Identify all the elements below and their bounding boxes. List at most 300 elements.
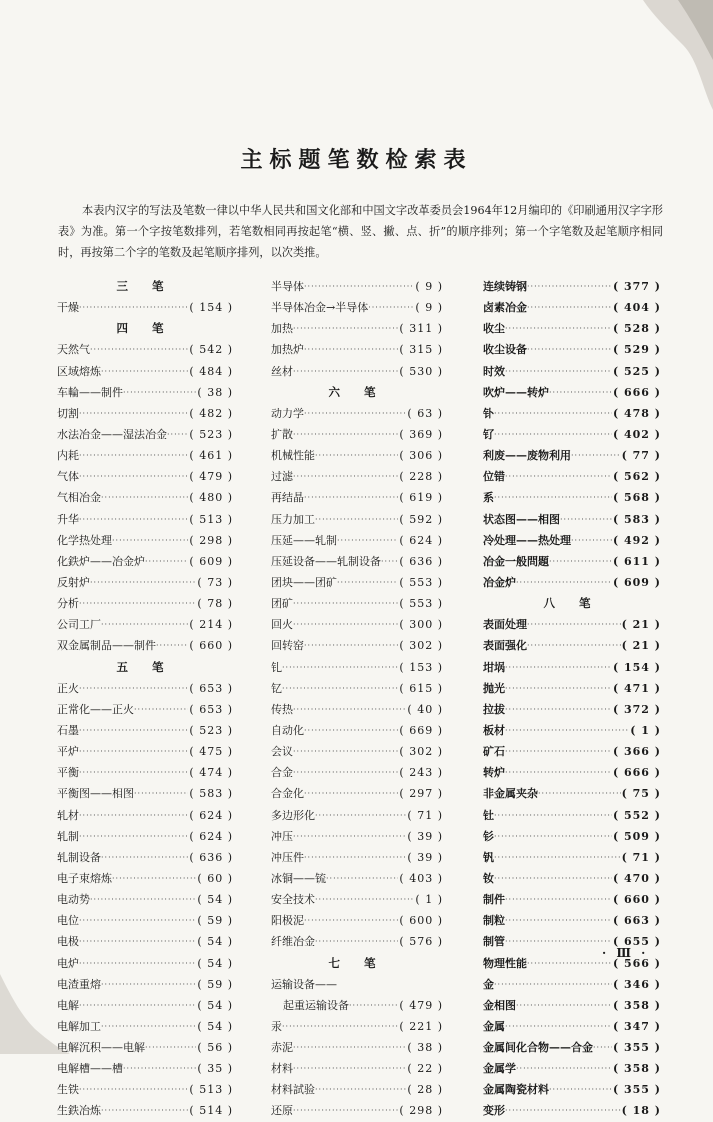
dot-leader — [293, 1058, 406, 1079]
entry-page-ref: ( 404 ) — [612, 301, 661, 315]
page-number: · Ⅲ · — [602, 946, 649, 960]
dot-leader — [101, 1100, 188, 1121]
index-entry — [271, 762, 443, 783]
entry-page-ref: ( 71 ) — [621, 850, 661, 864]
index-entry — [483, 424, 661, 445]
entry-page-ref: ( 40 ) — [407, 702, 443, 716]
dot-leader — [527, 297, 612, 318]
index-entry — [57, 762, 233, 783]
dot-leader — [293, 699, 406, 720]
dot-leader — [293, 762, 398, 783]
dot-leader — [505, 361, 612, 382]
dot-leader — [293, 466, 398, 487]
index-entry — [271, 424, 443, 445]
entry-page-ref: ( 609 ) — [189, 554, 233, 568]
entry-term: 钌 — [483, 427, 494, 441]
entry-term: 系 — [483, 491, 494, 505]
entry-page-ref: ( 470 ) — [612, 871, 661, 885]
entry-page-ref: ( 509 ) — [612, 829, 661, 843]
dot-leader — [79, 509, 188, 530]
entry-term: 合金化 — [271, 787, 304, 801]
dot-leader — [505, 741, 612, 762]
index-entry — [271, 530, 443, 551]
index-entry — [483, 720, 661, 741]
dot-leader — [79, 297, 188, 318]
index-entry — [57, 1058, 233, 1079]
entry-page-ref: ( 73 ) — [197, 575, 233, 589]
dot-leader — [304, 487, 398, 508]
dot-leader — [293, 614, 398, 635]
index-entry — [483, 1016, 661, 1037]
dot-leader — [494, 403, 612, 424]
dot-leader — [304, 339, 398, 360]
index-entry — [271, 910, 443, 931]
index-entry — [57, 551, 233, 572]
entry-term: 水法冶金——湿法冶金 — [57, 427, 167, 441]
entry-page-ref: ( 21 ) — [621, 639, 661, 653]
entry-term: 吹炉——转炉 — [483, 385, 549, 399]
entry-term: 钍 — [483, 808, 494, 822]
dot-leader — [101, 847, 188, 868]
entry-term: 矿石 — [483, 745, 505, 759]
index-entry — [271, 783, 443, 804]
entry-page-ref: ( 530 ) — [399, 364, 443, 378]
entry-term: 公司工厂 — [57, 618, 101, 632]
dot-leader — [505, 466, 612, 487]
stroke-count-heading: 七 笔 — [328, 955, 386, 970]
stroke-count-heading: 五 笔 — [116, 659, 174, 674]
index-entry — [483, 678, 661, 699]
dot-leader — [349, 995, 398, 1016]
entry-term: 半导体冶金→半导体 — [271, 301, 369, 315]
entry-term: 气相冶金 — [57, 491, 101, 505]
entry-page-ref: ( 228 ) — [399, 470, 443, 484]
dot-leader — [527, 614, 621, 635]
dot-leader — [505, 910, 612, 931]
entry-page-ref: ( 54 ) — [197, 956, 233, 970]
index-entry — [271, 403, 443, 424]
dot-leader — [368, 297, 414, 318]
entry-term: 电极 — [57, 935, 79, 949]
entry-page-ref: ( 660 ) — [189, 639, 233, 653]
index-entry — [271, 361, 443, 382]
dot-leader — [505, 889, 612, 910]
dot-leader — [505, 720, 629, 741]
entry-term: 团块——团矿 — [271, 575, 337, 589]
index-entry — [57, 995, 233, 1016]
entry-page-ref: ( 480 ) — [189, 491, 233, 505]
entry-page-ref: ( 35 ) — [197, 1062, 233, 1076]
entry-term: 纤维冶金 — [271, 935, 315, 949]
entry-term: 化学热处理 — [57, 533, 112, 547]
dot-leader — [101, 974, 196, 995]
entry-page-ref: ( 60 ) — [197, 871, 233, 885]
entry-page-ref: ( 214 ) — [189, 618, 233, 632]
dot-leader — [79, 826, 188, 847]
entry-term: 冰铜——锍 — [271, 871, 326, 885]
entry-term: 压力加工 — [271, 512, 315, 526]
entry-term: 冲压件 — [271, 850, 304, 864]
dot-leader — [337, 572, 398, 593]
entry-page-ref: ( 513 ) — [189, 512, 233, 526]
entry-page-ref: ( 1 ) — [415, 893, 443, 907]
entry-page-ref: ( 28 ) — [407, 1083, 443, 1097]
dot-leader — [101, 487, 188, 508]
entry-page-ref: ( 63 ) — [407, 406, 443, 420]
index-entry — [271, 339, 443, 360]
entry-term: 卤素冶金 — [483, 301, 527, 315]
dot-leader — [593, 1037, 612, 1058]
index-column-2 — [271, 276, 443, 1122]
index-entry — [483, 1058, 661, 1079]
entry-term: 金属学 — [483, 1062, 516, 1076]
dot-leader — [494, 868, 612, 889]
index-entry — [271, 445, 443, 466]
entry-term: 再结晶 — [271, 491, 304, 505]
index-entry — [271, 1058, 443, 1079]
index-entry — [271, 1037, 443, 1058]
entry-term: 团矿 — [271, 597, 293, 611]
entry-term: 汞 — [271, 1019, 282, 1033]
entry-page-ref: ( 514 ) — [189, 1104, 233, 1118]
dot-leader — [516, 1058, 612, 1079]
index-entry — [57, 572, 233, 593]
entry-page-ref: ( 56 ) — [197, 1041, 233, 1055]
dot-leader — [304, 635, 398, 656]
index-entry — [57, 509, 233, 530]
entry-page-ref: ( 566 ) — [612, 956, 661, 970]
index-entry — [271, 720, 443, 741]
dot-leader — [134, 699, 188, 720]
entry-term: 双金属制品——制件 — [57, 639, 156, 653]
dot-leader — [145, 551, 188, 572]
entry-term: 金属 — [483, 1019, 505, 1033]
dot-leader — [101, 614, 188, 635]
entry-term: 表面处理 — [483, 618, 527, 632]
entry-term: 区域熔炼 — [57, 364, 101, 378]
entry-page-ref: ( 529 ) — [612, 343, 661, 357]
entry-term: 平炉 — [57, 745, 79, 759]
dot-leader — [304, 720, 398, 741]
index-entry — [57, 1037, 233, 1058]
dot-leader — [527, 276, 612, 297]
entry-term: 会议 — [271, 745, 293, 759]
index-entry — [57, 889, 233, 910]
index-entry — [271, 551, 443, 572]
dot-leader — [315, 931, 398, 952]
index-entry — [271, 487, 443, 508]
dot-leader — [79, 953, 196, 974]
entry-page-ref: ( 59 ) — [197, 914, 233, 928]
entry-term: 材料試验 — [271, 1083, 315, 1097]
index-entry — [483, 995, 661, 1016]
dot-leader — [315, 805, 406, 826]
entry-term: 板材 — [483, 723, 505, 737]
entry-page-ref: ( 59 ) — [197, 977, 233, 991]
entry-page-ref: ( 21 ) — [621, 618, 661, 632]
index-entry — [483, 297, 661, 318]
dot-leader — [79, 1079, 188, 1100]
entry-term: 平衡图——相图 — [57, 787, 134, 801]
dot-leader — [549, 551, 612, 572]
entry-term: 车輪——制件 — [57, 385, 123, 399]
entry-page-ref: ( 660 ) — [612, 893, 661, 907]
entry-term: 石墨 — [57, 723, 79, 737]
entry-term: 干燥 — [57, 301, 79, 315]
stroke-count-heading: 三 笔 — [116, 279, 174, 293]
dot-leader — [123, 382, 196, 403]
entry-term: 加热炉 — [271, 343, 304, 357]
index-entry — [483, 572, 661, 593]
entry-term: 起重运输设备 — [283, 998, 349, 1012]
entry-term: 多边形化 — [271, 808, 315, 822]
dot-leader — [79, 403, 188, 424]
entry-term: 状态图——相图 — [483, 512, 560, 526]
dot-leader — [90, 339, 188, 360]
entry-page-ref: ( 619 ) — [399, 491, 443, 505]
index-entry — [57, 361, 233, 382]
entry-page-ref: ( 553 ) — [399, 575, 443, 589]
dot-leader — [282, 657, 398, 678]
entry-page-ref: ( 583 ) — [612, 512, 661, 526]
entry-term: 冶金一般問題 — [483, 554, 549, 568]
entry-page-ref: ( 624 ) — [189, 808, 233, 822]
dot-leader — [90, 572, 196, 593]
entry-page-ref: ( 528 ) — [612, 322, 661, 336]
index-entry — [483, 382, 661, 403]
index-entry — [271, 635, 443, 656]
index-entry — [57, 339, 233, 360]
entry-term: 合金 — [271, 766, 293, 780]
entry-term: 金 — [483, 977, 494, 991]
entry-page-ref: ( 663 ) — [612, 914, 661, 928]
entry-term: 回火 — [271, 618, 293, 632]
entry-term: 生鉄冶炼 — [57, 1104, 101, 1118]
entry-term: 连续铸钢 — [483, 280, 527, 293]
index-entry — [57, 382, 233, 403]
entry-page-ref: ( 302 ) — [399, 745, 443, 759]
entry-page-ref: ( 611 ) — [612, 554, 661, 568]
entry-term: 电解 — [57, 998, 79, 1012]
index-entry — [57, 635, 233, 656]
entry-page-ref: ( 609 ) — [612, 575, 661, 589]
entry-page-ref: ( 1 ) — [630, 723, 661, 737]
dot-leader — [79, 762, 188, 783]
index-entry — [271, 276, 443, 297]
dot-leader — [282, 678, 398, 699]
entry-term: 电解加工 — [57, 1019, 101, 1033]
index-entry — [483, 910, 661, 931]
entry-page-ref: ( 77 ) — [621, 449, 661, 463]
dot-leader — [516, 995, 612, 1016]
entry-term: 钐 — [483, 829, 494, 843]
entry-page-ref: ( 636 ) — [399, 554, 443, 568]
dot-leader — [123, 1058, 196, 1079]
entry-term: 轧材 — [57, 808, 79, 822]
dot-leader — [79, 593, 196, 614]
entry-page-ref: ( 54 ) — [197, 1019, 233, 1033]
entry-term: 运输设备—— — [271, 977, 337, 991]
entry-page-ref: ( 153 ) — [399, 660, 443, 674]
dot-leader — [326, 868, 398, 889]
dot-leader — [304, 847, 406, 868]
index-entry — [57, 297, 233, 318]
index-entry — [483, 361, 661, 382]
entry-page-ref: ( 523 ) — [189, 427, 233, 441]
entry-term: 电解沉积——电解 — [57, 1041, 145, 1055]
index-entry — [57, 910, 233, 931]
entry-page-ref: ( 615 ) — [399, 681, 443, 695]
index-entry — [57, 445, 233, 466]
entry-page-ref: ( 369 ) — [399, 427, 443, 441]
entry-page-ref: ( 653 ) — [189, 702, 233, 716]
index-entry — [57, 720, 233, 741]
entry-page-ref: ( 525 ) — [612, 364, 661, 378]
entry-page-ref: ( 38 ) — [407, 1041, 443, 1055]
entry-term: 拉拔 — [483, 702, 505, 716]
entry-page-ref: ( 9 ) — [415, 301, 443, 315]
entry-term: 金属间化合物——合金 — [483, 1041, 593, 1055]
dot-leader — [304, 783, 398, 804]
index-entry — [57, 931, 233, 952]
entry-page-ref: ( 542 ) — [189, 343, 233, 357]
entry-term: 切割 — [57, 406, 79, 420]
dot-leader — [90, 889, 196, 910]
index-entry — [483, 889, 661, 910]
entry-page-ref: ( 9 ) — [415, 280, 443, 293]
entry-term: 气体 — [57, 470, 79, 484]
entry-page-ref: ( 38 ) — [197, 385, 233, 399]
index-entry — [271, 509, 443, 530]
page-title: 主标题笔数检索表 — [240, 148, 473, 173]
index-entry — [271, 868, 443, 889]
intro-paragraph: 本表内汉字的写法及笔数一律以中华人民共和国文化部和中国文字改革委员会1964年12月编印的《印刷通用汉字字形表》为准。第一个字按笔数排列，若笔数相同再按起笔“横、竖、撇、点、折”的顺序排列；第一个字笔数及起笔顺序相同时，再按第二个字的笔数及起笔顺序排列，以次类推。 — [58, 204, 663, 259]
entry-term: 冶金炉 — [483, 575, 516, 589]
entry-page-ref: ( 653 ) — [189, 681, 233, 695]
dot-leader — [293, 1100, 398, 1121]
entry-page-ref: ( 592 ) — [399, 512, 443, 526]
entry-page-ref: ( 355 ) — [612, 1083, 661, 1097]
entry-term: 还原 — [271, 1104, 293, 1118]
index-entry — [483, 530, 661, 551]
index-entry — [271, 847, 443, 868]
index-entry — [57, 741, 233, 762]
entry-term: 阳极泥 — [271, 914, 304, 928]
index-entry — [483, 614, 661, 635]
entry-term: 压延——轧制 — [271, 533, 337, 547]
entry-term: 轧制 — [57, 829, 79, 843]
dot-leader — [79, 741, 188, 762]
entry-page-ref: ( 54 ) — [197, 893, 233, 907]
index-entry — [483, 1037, 661, 1058]
dot-leader — [549, 1079, 612, 1100]
index-entry — [271, 1100, 443, 1121]
entry-page-ref: ( 300 ) — [399, 618, 443, 632]
dot-leader — [538, 783, 621, 804]
entry-page-ref: ( 474 ) — [189, 766, 233, 780]
index-entry — [483, 805, 661, 826]
index-entry — [483, 783, 661, 804]
entry-page-ref: ( 600 ) — [399, 914, 443, 928]
entry-page-ref: ( 71 ) — [407, 808, 443, 822]
dot-leader — [304, 403, 406, 424]
index-entry — [57, 1100, 233, 1121]
entry-page-ref: ( 636 ) — [189, 850, 233, 864]
entry-page-ref: ( 298 ) — [189, 533, 233, 547]
index-entry — [271, 466, 443, 487]
entry-term: 过滤 — [271, 470, 293, 484]
entry-term: 化鉄炉——冶金炉 — [57, 554, 145, 568]
entry-term: 材料 — [271, 1062, 293, 1076]
dot-leader — [293, 741, 398, 762]
entry-term: 表面强化 — [483, 639, 527, 653]
dot-leader — [282, 1016, 398, 1037]
index-entry — [271, 657, 443, 678]
entry-term: 扩散 — [271, 427, 293, 441]
entry-page-ref: ( 478 ) — [612, 406, 661, 420]
dot-leader — [156, 635, 188, 656]
entry-term: 内耗 — [57, 449, 79, 463]
entry-term: 制粒 — [483, 914, 505, 928]
index-entry — [57, 974, 233, 995]
dot-leader — [494, 487, 612, 508]
entry-page-ref: ( 624 ) — [189, 829, 233, 843]
index-entry — [483, 826, 661, 847]
entry-page-ref: ( 306 ) — [399, 449, 443, 463]
entry-term: 非金属夹杂 — [483, 787, 538, 801]
entry-term: 生铁 — [57, 1083, 79, 1097]
index-column-3 — [483, 276, 661, 1122]
dot-leader — [112, 868, 196, 889]
entry-page-ref: ( 523 ) — [189, 723, 233, 737]
entry-page-ref: ( 666 ) — [612, 766, 661, 780]
index-entry — [483, 635, 661, 656]
index-entry — [57, 847, 233, 868]
entry-page-ref: ( 403 ) — [399, 871, 443, 885]
entry-page-ref: ( 583 ) — [189, 787, 233, 801]
index-entry — [483, 762, 661, 783]
entry-term: 钆 — [271, 660, 282, 674]
entry-page-ref: ( 669 ) — [399, 723, 443, 737]
entry-term: 回转窑 — [271, 639, 304, 653]
entry-term: 钕 — [483, 871, 494, 885]
dot-leader — [315, 889, 414, 910]
dot-leader — [79, 931, 196, 952]
dot-leader — [505, 699, 612, 720]
entry-page-ref: ( 484 ) — [189, 364, 233, 378]
index-entry — [271, 593, 443, 614]
entry-term: 电子束熔炼 — [57, 871, 112, 885]
index-entry — [57, 466, 233, 487]
entry-page-ref: ( 482 ) — [189, 406, 233, 420]
dot-leader — [571, 445, 621, 466]
entry-term: 安全技术 — [271, 893, 315, 907]
entry-term: 电位 — [57, 914, 79, 928]
stroke-count-heading: 八 笔 — [543, 596, 601, 611]
entry-page-ref: ( 552 ) — [612, 808, 661, 822]
entry-page-ref: ( 479 ) — [399, 998, 443, 1012]
entry-term: 半导体 — [271, 280, 304, 293]
index-entry — [483, 276, 661, 297]
index-entry — [271, 889, 443, 910]
entry-page-ref: ( 475 ) — [189, 745, 233, 759]
dot-leader — [527, 339, 612, 360]
entry-page-ref: ( 402 ) — [612, 427, 661, 441]
dot-leader — [494, 974, 612, 995]
entry-term: 电炉 — [57, 956, 79, 970]
entry-page-ref: ( 54 ) — [197, 935, 233, 949]
index-entry — [271, 826, 443, 847]
